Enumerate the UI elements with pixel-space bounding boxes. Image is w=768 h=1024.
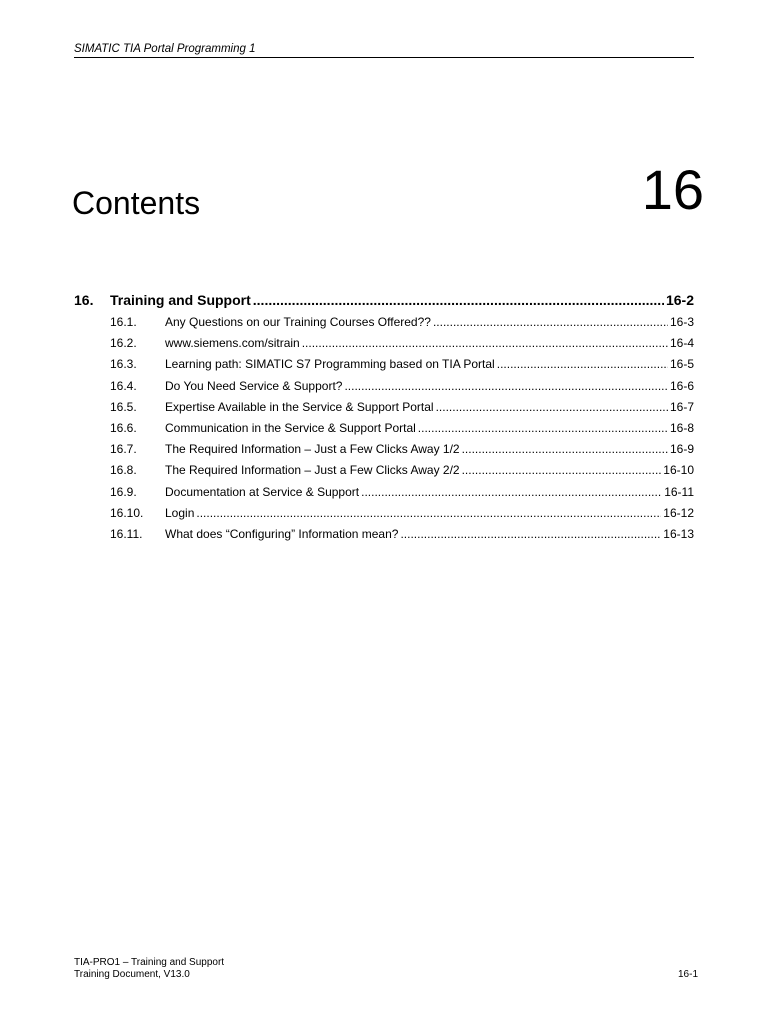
toc-entry[interactable]	[74, 397, 694, 418]
toc-entry-page: 16-6	[669, 378, 694, 393]
footer-page-number: 16-1	[677, 969, 698, 980]
toc-entry-page: 16-12	[663, 505, 694, 520]
dot-leader	[462, 439, 668, 460]
toc-entry-page: 16-13	[663, 526, 694, 541]
toc-entry-number: 16.7.	[110, 442, 137, 457]
footer-line-2: Training Document, V13.0	[74, 969, 190, 980]
toc-entry-page: 16-11	[664, 484, 694, 499]
toc-entry-page: 16-5	[669, 357, 694, 372]
toc-entry[interactable]	[74, 482, 694, 503]
toc-entry-title: Login	[165, 505, 195, 520]
toc-entry-number: 16.11.	[110, 526, 143, 541]
toc-entry-title: What does “Configuring” Information mean?	[165, 526, 399, 541]
dot-leader	[462, 460, 662, 481]
toc-entry-number: 16.8.	[110, 463, 137, 478]
toc-entry[interactable]	[74, 418, 694, 439]
chapter-number: 16	[641, 158, 704, 221]
toc-entry-number: 16.4.	[110, 378, 137, 393]
dot-leader	[418, 418, 668, 439]
toc-entry-page: 16-8	[669, 420, 694, 435]
toc-entry-title: www.siemens.com/sitrain	[165, 336, 300, 351]
footer-line-1: TIA-PRO1 – Training and Support	[74, 957, 225, 968]
toc-entry-title: Do You Need Service & Support?	[165, 378, 343, 393]
toc-entry[interactable]	[74, 524, 694, 545]
toc-entry-number: 16.9.	[110, 484, 137, 499]
dot-leader	[436, 397, 668, 418]
footer-document-info	[74, 957, 224, 981]
toc-entry[interactable]	[74, 439, 694, 460]
toc-entry-title: Documentation at Service & Support	[165, 484, 360, 499]
toc-entry-page: 16-9	[669, 442, 694, 457]
toc-entry-number: 16.5.	[110, 399, 137, 414]
toc-entry-page: 16-4	[669, 336, 694, 351]
dot-leader	[433, 312, 668, 333]
dot-leader	[302, 333, 668, 354]
toc-main-number: 16.	[74, 292, 94, 308]
toc-entry-title: The Required Information – Just a Few Clicks Away 2/2	[165, 463, 460, 478]
toc-entry[interactable]	[74, 503, 694, 524]
table-of-contents	[74, 288, 694, 545]
toc-entry-title: Expertise Available in the Service & Support Portal	[165, 399, 434, 414]
toc-entry-title: Communication in the Service & Support Portal	[165, 420, 416, 435]
dot-leader	[497, 354, 668, 375]
dot-leader	[344, 376, 668, 397]
toc-entry-number: 16.1.	[110, 315, 137, 329]
running-header: SIMATIC TIA Portal Programming 1	[74, 43, 694, 58]
toc-entry-page: 16-3	[669, 315, 694, 329]
toc-entry[interactable]	[74, 333, 694, 354]
toc-entry[interactable]	[74, 376, 694, 397]
toc-main-page: 16-2	[665, 292, 694, 308]
toc-entry-page: 16-7	[669, 399, 694, 414]
toc-entry-title: Any Questions on our Training Courses Offered??	[165, 315, 431, 329]
toc-entry-page: 16-10	[663, 463, 694, 478]
dot-leader	[253, 288, 664, 312]
toc-entry-number: 16.3.	[110, 357, 137, 372]
dot-leader	[400, 524, 661, 545]
toc-main-title: Training and Support	[110, 292, 251, 308]
toc-entry[interactable]	[74, 460, 694, 481]
dot-leader	[361, 482, 662, 503]
toc-entry[interactable]	[74, 354, 694, 375]
contents-title: Contents	[72, 185, 201, 221]
toc-entry-number: 16.6.	[110, 420, 137, 435]
dot-leader	[196, 503, 661, 524]
toc-entry-title: The Required Information – Just a Few Clicks Away 1/2	[165, 442, 460, 457]
toc-entry-number: 16.2.	[110, 336, 137, 351]
toc-entry-number: 16.10.	[110, 505, 144, 520]
toc-entry[interactable]	[74, 312, 694, 333]
toc-main-entry[interactable]	[74, 288, 694, 312]
toc-entry-title: Learning path: SIMATIC S7 Programming based on TIA Portal	[165, 357, 495, 372]
